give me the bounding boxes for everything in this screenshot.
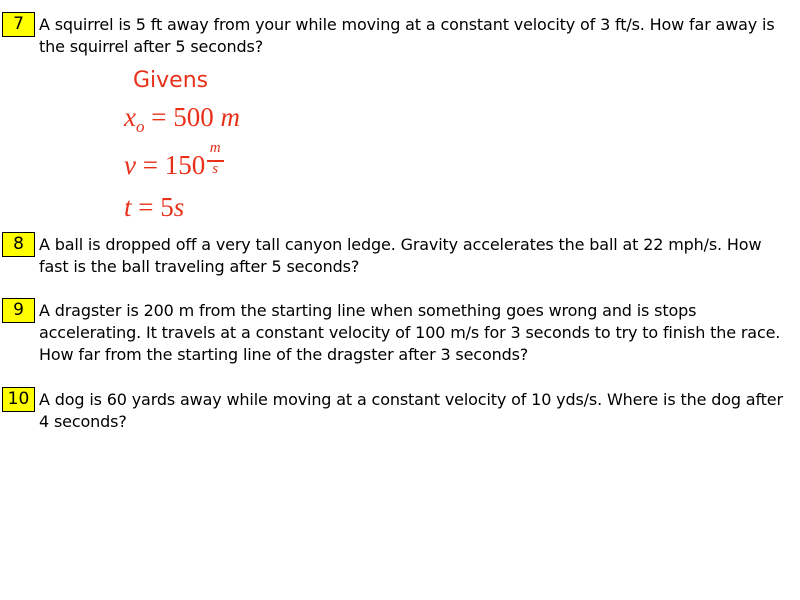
formula-v-unit-denominator: s (212, 161, 219, 177)
question-9-number: 9 (2, 298, 35, 323)
givens-title: Givens (133, 68, 209, 93)
question-7-number: 7 (2, 12, 35, 37)
formula-t-unit: s (173, 192, 185, 222)
formula-time (124, 192, 184, 223)
formula-x-subscript: o (135, 117, 145, 136)
question-10-number: 10 (2, 387, 35, 412)
question-8-text: A ball is dropped off a very tall canyon ledge. Gravity accelerates the ball at 22 mph/s. How fast is the ball traveling after 5 seconds? (39, 235, 762, 276)
formula-x-unit: m (220, 102, 240, 132)
formula-v-unit-numerator: m (209, 140, 221, 156)
formula-t-value: = 5 (138, 192, 174, 222)
question-10-text: A dog is 60 yards away while moving at a constant velocity of 10 yds/s. Where is the dog after 4 seconds? (39, 390, 783, 431)
formula-v-var: v (124, 150, 136, 180)
formula-v-unit-fraction (206, 140, 224, 177)
formula-velocity (124, 140, 224, 181)
formula-v-value: = 150 (142, 150, 206, 180)
question-8-number: 8 (2, 232, 35, 257)
formula-initial-position (124, 102, 240, 137)
formula-x-value: = 500 (151, 102, 214, 132)
formula-x-var: x (124, 102, 136, 132)
question-7-text: A squirrel is 5 ft away from your while moving at a constant velocity of 3 ft/s. How far away is the squirrel after 5 seconds? (39, 15, 775, 56)
question-9-text: A dragster is 200 m from the starting line when something goes wrong and is stops accelerating. It travels at a constant velocity of 100 m/s for 3 seconds to try to finish the race. How far from the starting line of the dragster after 3 seconds? (39, 301, 781, 364)
formula-t-var: t (124, 192, 132, 222)
